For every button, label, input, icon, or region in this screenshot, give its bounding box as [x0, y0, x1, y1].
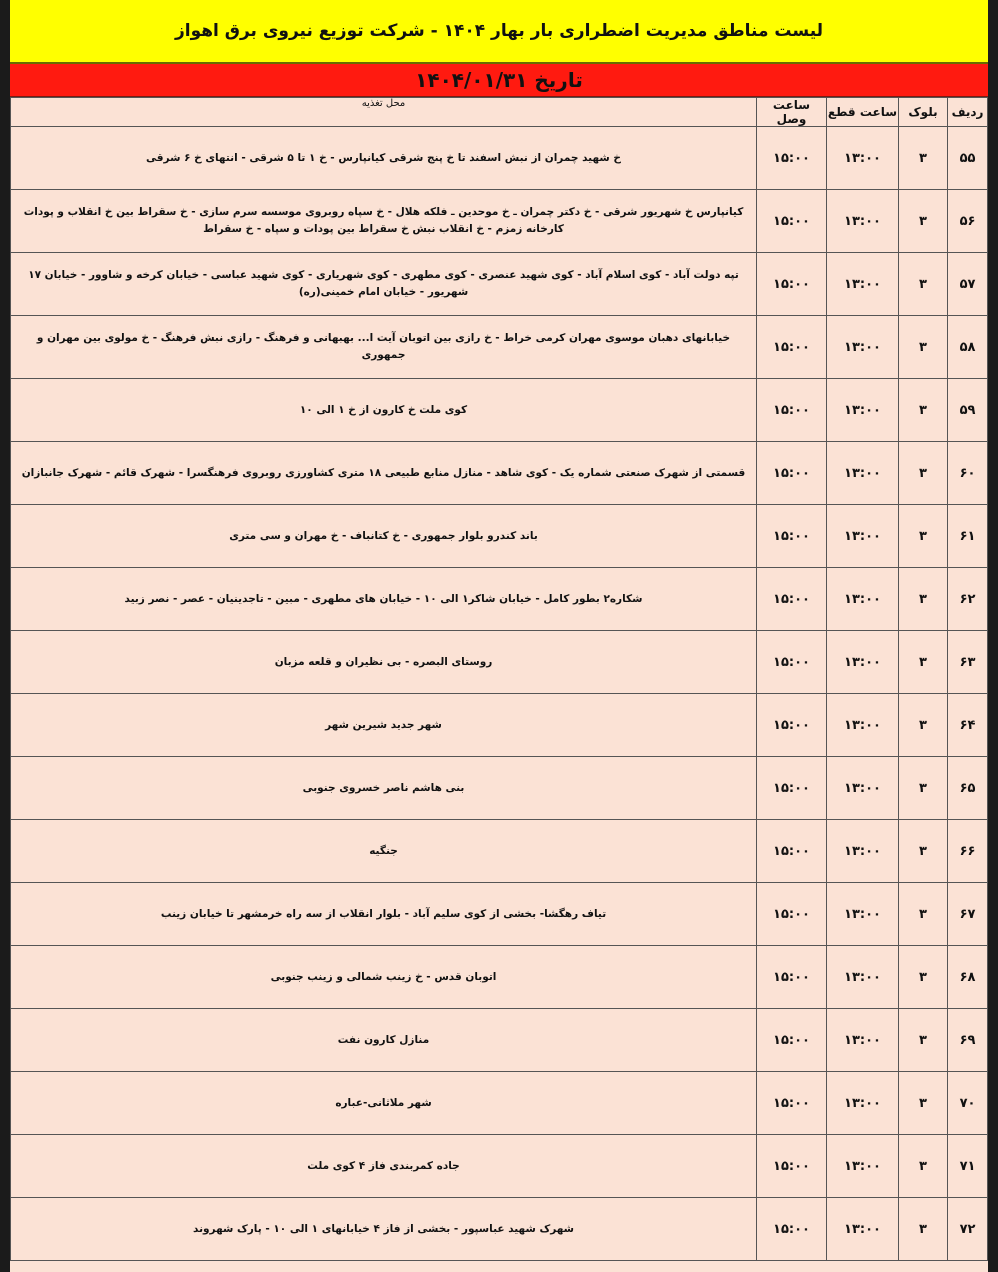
row-number-cell: ۶۳: [948, 631, 988, 694]
block-cell: ۳: [899, 505, 948, 568]
table-row: [11, 442, 988, 505]
connect-time-cell: ۱۵:۰۰: [757, 631, 827, 694]
row-number-cell: ۵۹: [948, 379, 988, 442]
block-cell: ۳: [899, 568, 948, 631]
date-banner: تاریخ ۱۴۰۴/۰۱/۳۱: [10, 64, 988, 97]
location-cell: جاده کمربندی فاز ۴ کوی ملت: [11, 1135, 757, 1198]
cut-time-cell: ۱۳:۰۰: [827, 820, 899, 883]
cut-time-cell: ۱۳:۰۰: [827, 316, 899, 379]
connect-time-cell: ۱۵:۰۰: [757, 757, 827, 820]
cut-time-cell: ۱۳:۰۰: [827, 379, 899, 442]
location-cell: اتوبان قدس - خ زینب شمالی و زینب جنوبی: [11, 946, 757, 1009]
connect-time-cell: ۱۵:۰۰: [757, 127, 827, 190]
row-number-cell: ۵۶: [948, 190, 988, 253]
location-cell: خ شهید چمران از نبش اسفند تا خ پنج شرقی کیانپارس - خ ۱ تا ۵ شرقی - انتهای خ ۶ شرقی: [11, 127, 757, 190]
row-number-cell: ۷۰: [948, 1072, 988, 1135]
cut-time-cell: ۱۳:۰۰: [827, 1072, 899, 1135]
cut-time-cell: ۱۳:۰۰: [827, 190, 899, 253]
location-cell: تپه دولت آباد - کوی اسلام آباد - کوی شهید عنصری - کوی مطهری - کوی شهریاری - کوی شهید عباسی - خیابان کرخه و شاوور - خیابان ۱۷ شهریور - خیابان امام خمینی(ره): [11, 253, 757, 316]
row-number-cell: ۶۸: [948, 946, 988, 1009]
block-cell: ۳: [899, 757, 948, 820]
location-cell: تیاف رهگشا- بخشی از کوی سلیم آباد - بلوار انقلاب از سه راه خرمشهر تا خیابان زینب: [11, 883, 757, 946]
table-body: [11, 127, 988, 1261]
table-row: [11, 1198, 988, 1261]
cut-time-cell: ۱۳:۰۰: [827, 253, 899, 316]
location-cell: خیابانهای دهبان موسوی مهران کرمی خراط - خ رازی بین اتوبان آیت ا... بهبهانی و فرهنگ - رازی نبش فرهنگ - خ مولوی بین مهران و جمهوری: [11, 316, 757, 379]
row-number-cell: ۷۱: [948, 1135, 988, 1198]
connect-time-cell: ۱۵:۰۰: [757, 190, 827, 253]
header-location: محل تغذیه: [11, 98, 757, 127]
connect-time-cell: ۱۵:۰۰: [757, 379, 827, 442]
connect-time-cell: ۱۵:۰۰: [757, 820, 827, 883]
block-cell: ۳: [899, 1198, 948, 1261]
block-cell: ۳: [899, 883, 948, 946]
table-row: [11, 1009, 988, 1072]
table-row: [11, 316, 988, 379]
cut-time-cell: ۱۳:۰۰: [827, 1198, 899, 1261]
connect-time-cell: ۱۵:۰۰: [757, 568, 827, 631]
table-row: [11, 505, 988, 568]
row-number-cell: ۶۹: [948, 1009, 988, 1072]
connect-time-cell: ۱۵:۰۰: [757, 1072, 827, 1135]
row-number-cell: ۶۰: [948, 442, 988, 505]
connect-time-cell: ۱۵:۰۰: [757, 883, 827, 946]
block-cell: ۳: [899, 946, 948, 1009]
connect-time-cell: ۱۵:۰۰: [757, 946, 827, 1009]
row-number-cell: ۶۴: [948, 694, 988, 757]
cut-time-cell: ۱۳:۰۰: [827, 505, 899, 568]
table-row: [11, 946, 988, 1009]
block-cell: ۳: [899, 1072, 948, 1135]
header-row-number: ردیف: [948, 98, 988, 127]
block-cell: ۳: [899, 1135, 948, 1198]
block-cell: ۳: [899, 190, 948, 253]
table-row: [11, 631, 988, 694]
table-row: [11, 883, 988, 946]
location-cell: شهر جدید شیرین شهر: [11, 694, 757, 757]
block-cell: ۳: [899, 820, 948, 883]
table-row: [11, 379, 988, 442]
connect-time-cell: ۱۵:۰۰: [757, 694, 827, 757]
location-cell: بنی هاشم ناصر خسروی جنوبی: [11, 757, 757, 820]
connect-time-cell: ۱۵:۰۰: [757, 316, 827, 379]
location-cell: شهرک شهید عباسپور - بخشی از فاز ۴ خیابانهای ۱ الی ۱۰ - پارک شهروند: [11, 1198, 757, 1261]
connect-time-cell: ۱۵:۰۰: [757, 505, 827, 568]
header-cut-time: ساعت قطع: [827, 98, 899, 127]
table-row: [11, 1072, 988, 1135]
row-number-cell: ۵۸: [948, 316, 988, 379]
connect-time-cell: ۱۵:۰۰: [757, 1135, 827, 1198]
location-cell: کیانپارس خ شهریور شرقی - خ دکتر چمران ـ خ موحدین ـ فلکه هلال - خ سپاه روبروی موسسه سرم سازی - خ سقراط بین خ انقلاب و پودات کارخانه زمزم - خ انقلاب نبش خ سقراط بین پودات و سپاه - خ سقراط: [11, 190, 757, 253]
block-cell: ۳: [899, 316, 948, 379]
table-row: [11, 190, 988, 253]
connect-time-cell: ۱۵:۰۰: [757, 1009, 827, 1072]
cut-time-cell: ۱۳:۰۰: [827, 694, 899, 757]
row-number-cell: ۶۷: [948, 883, 988, 946]
block-cell: ۳: [899, 631, 948, 694]
block-cell: ۳: [899, 127, 948, 190]
connect-time-cell: ۱۵:۰۰: [757, 442, 827, 505]
document-title: لیست مناطق مدیریت اضطراری بار بهار ۱۴۰۴ - شرکت توزیع نیروی برق اهواز: [10, 0, 988, 64]
connect-time-cell: ۱۵:۰۰: [757, 1198, 827, 1261]
location-cell: جنگیه: [11, 820, 757, 883]
cut-time-cell: ۱۳:۰۰: [827, 127, 899, 190]
row-number-cell: ۵۵: [948, 127, 988, 190]
table-row: [11, 253, 988, 316]
cut-time-cell: ۱۳:۰۰: [827, 883, 899, 946]
location-cell: شهر ملاثانی-عباره: [11, 1072, 757, 1135]
block-cell: ۳: [899, 1009, 948, 1072]
cut-time-cell: ۱۳:۰۰: [827, 1135, 899, 1198]
table-header-row: [11, 98, 988, 127]
location-cell: منازل کارون نفت: [11, 1009, 757, 1072]
row-number-cell: ۶۱: [948, 505, 988, 568]
cut-time-cell: ۱۳:۰۰: [827, 946, 899, 1009]
row-number-cell: ۶۶: [948, 820, 988, 883]
outage-schedule-table: [10, 97, 988, 1261]
cut-time-cell: ۱۳:۰۰: [827, 1009, 899, 1072]
cut-time-cell: ۱۳:۰۰: [827, 631, 899, 694]
row-number-cell: ۵۷: [948, 253, 988, 316]
header-connect-time: ساعت وصل: [757, 98, 827, 127]
table-row: [11, 568, 988, 631]
block-cell: ۳: [899, 253, 948, 316]
connect-time-cell: ۱۵:۰۰: [757, 253, 827, 316]
location-cell: قسمتی از شهرک صنعتی شماره یک - کوی شاهد - منازل منابع طبیعی ۱۸ متری کشاورزی روبروی فرهنگسرا - شهرک قائم - شهرک جانبازان: [11, 442, 757, 505]
location-cell: شکاره۲ بطور کامل - خیابان شاکر۱ الی ۱۰ - خیابان های مطهری - مبین - تاجدینیان - عصر - نصر زبید: [11, 568, 757, 631]
table-row: [11, 820, 988, 883]
location-cell: کوی ملت خ کارون از خ ۱ الی ۱۰: [11, 379, 757, 442]
block-cell: ۳: [899, 694, 948, 757]
location-cell: باند کندرو بلوار جمهوری - خ کتانباف - خ مهران و سی متری: [11, 505, 757, 568]
row-number-cell: ۶۵: [948, 757, 988, 820]
location-cell: روستای البصره - بی نظیران و قلعه مزبان: [11, 631, 757, 694]
document-sheet: [10, 0, 988, 1272]
table-row: [11, 694, 988, 757]
cut-time-cell: ۱۳:۰۰: [827, 442, 899, 505]
table-row: [11, 1135, 988, 1198]
row-number-cell: ۷۲: [948, 1198, 988, 1261]
block-cell: ۳: [899, 442, 948, 505]
block-cell: ۳: [899, 379, 948, 442]
cut-time-cell: ۱۳:۰۰: [827, 568, 899, 631]
row-number-cell: ۶۲: [948, 568, 988, 631]
table-row: [11, 127, 988, 190]
cut-time-cell: ۱۳:۰۰: [827, 757, 899, 820]
table-row: [11, 757, 988, 820]
header-block: بلوک: [899, 98, 948, 127]
